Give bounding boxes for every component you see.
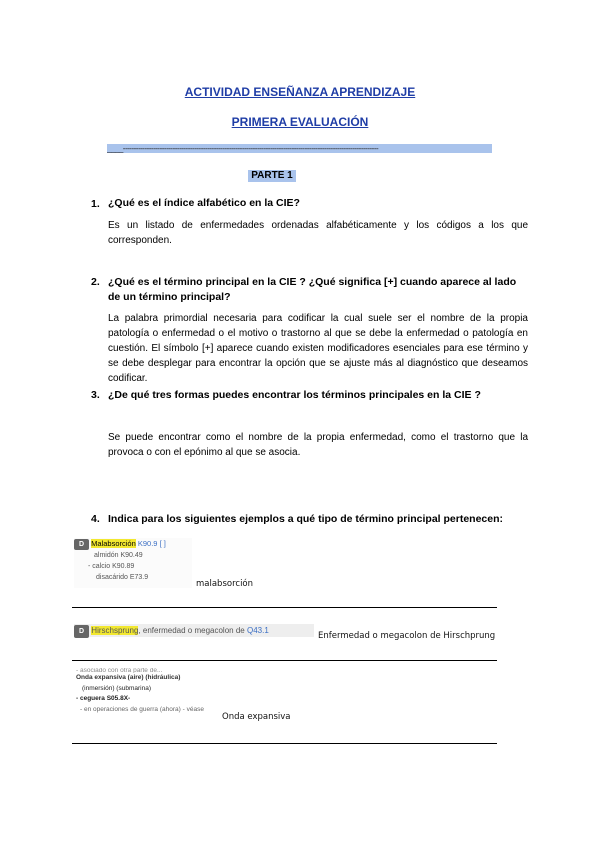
dashed-divider: ____---------------------------------------------------------------------------------------------------------------------- <box>107 144 492 153</box>
snippet-1-term: Malabsorción <box>91 539 136 548</box>
question-1-text: ¿Qué es el índice alfabético en la CIE? <box>108 197 300 209</box>
snippet-2-code: Q43.1 <box>246 626 269 635</box>
snippet-1-code: K90.9 <box>137 539 158 548</box>
snippet-3-line: - en operaciones de guerra (ahora) - véase <box>80 705 204 713</box>
example-1-snippet <box>74 538 192 588</box>
question-4-text: Indica para los siguientes ejemplos a qué tipo de término principal pertenecen: <box>108 513 504 525</box>
question-2-number: 2. <box>91 276 100 288</box>
snippet-3-line: (inmersión) (submarina) <box>82 684 151 692</box>
snippet-1-line: - calcio K90.89 <box>88 563 135 570</box>
question-3-text: ¿De qué tres formas puedes encontrar los términos principales en la CIE ? <box>108 389 481 401</box>
question-4-number: 4. <box>91 513 100 525</box>
question-3-number: 3. <box>91 389 100 401</box>
answer-1: Es un listado de enfermedades ordenadas alfabéticamente y los códigos a los que corresponden. <box>108 220 528 246</box>
question-2-text: ¿Qué es el término principal en la CIE ? ¿Qué significa [+] cuando aparece al lado de un término principal? <box>108 276 517 303</box>
snippet-1-expand: [ ] <box>159 539 166 548</box>
example-2-snippet <box>74 624 314 637</box>
section-label: PARTE 1 <box>248 170 296 182</box>
answer-3: Se puede encontrar como el nombre de la propia enfermedad, como el trastorno que la provoca o con el epónimo al que se asocia. <box>108 432 528 458</box>
answer-line <box>72 607 497 608</box>
snippet-1-line: almidón K90.49 <box>94 552 143 559</box>
snippet-3-line: - asociado con otra parte de... <box>76 668 163 673</box>
page-title: ACTIVIDAD ENSEÑANZA APRENDIZAJE <box>184 85 416 99</box>
example-3-snippet <box>76 668 218 722</box>
answer-line <box>72 743 497 744</box>
badge-d-icon: D <box>74 539 89 550</box>
answer-line <box>72 660 497 661</box>
example-1-answer: malabsorción <box>196 579 254 589</box>
example-2-answer: Enfermedad o megacolon de Hirschprung <box>318 631 496 641</box>
snippet-3-line: Onda expansiva (aire) (hidráulica) <box>76 674 181 681</box>
snippet-1-line: disacárido E73.9 <box>96 574 149 581</box>
snippet-3-line: - ceguera S05.8X- <box>76 695 131 702</box>
answer-2: La palabra primordial necesaria para codificar la cual suele ser el nombre de la propia patología o enfermedad o el motivo o trastorno al que se debe la enfermedad o patología en cuestión. El símbolo [+] aparece cuando existen modificadores esenciales para ese término y se debe desplegar para encontrar la opción que se ajuste más al diagnóstico que deseamos codificar. <box>108 313 528 384</box>
example-3-answer: Onda expansiva <box>222 712 291 722</box>
question-1-number: 1. <box>91 198 100 210</box>
snippet-2-term: Hirschsprung <box>91 626 139 635</box>
badge-d-icon: D <box>74 625 89 638</box>
page-subtitle: PRIMERA EVALUACIÓN <box>231 115 369 129</box>
snippet-2-rest: , enfermedad o megacolon de <box>138 626 245 635</box>
